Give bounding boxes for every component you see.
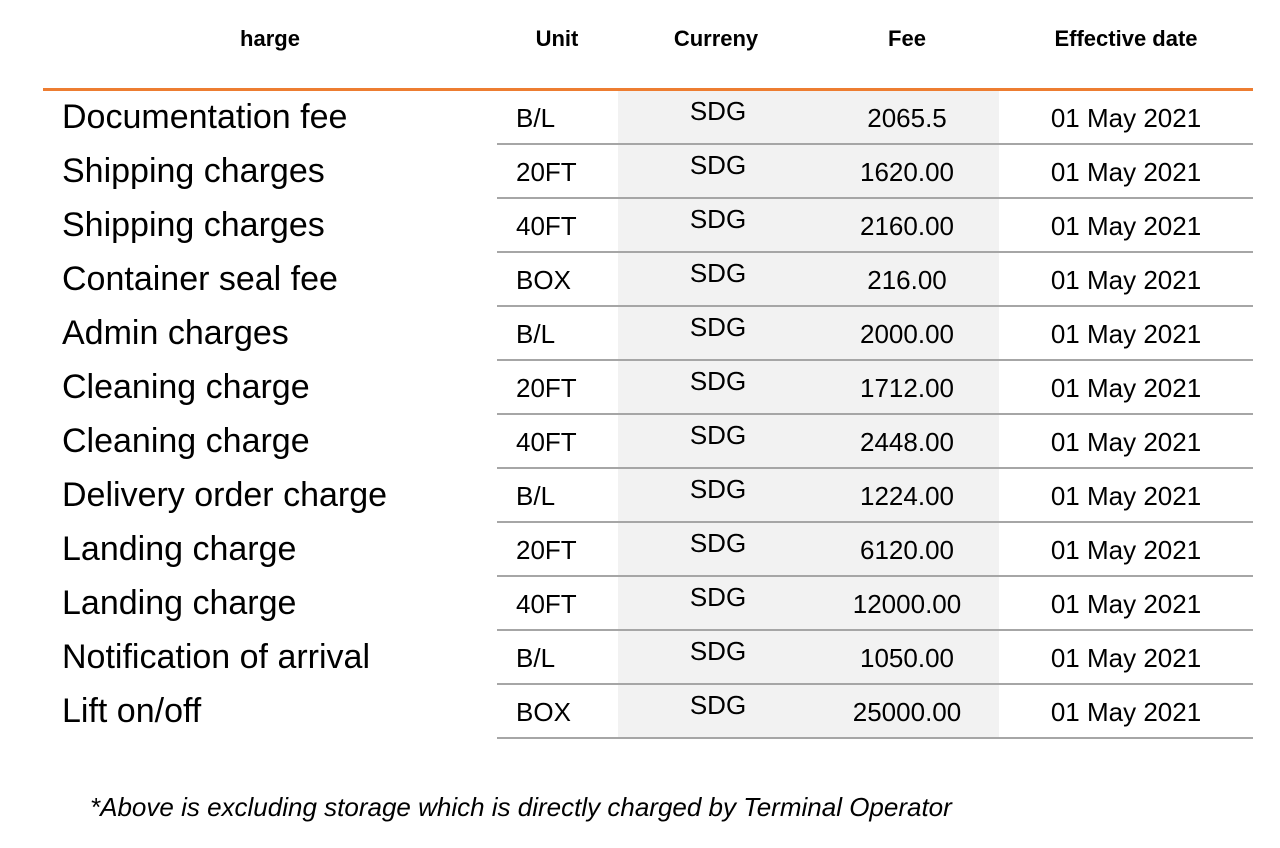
cell-effective-date: 01 May 2021 [1050,373,1202,403]
footnote: *Above is excluding storage which is directly charged by Terminal Operator [90,792,952,822]
cell-charge: Landing charge [62,584,297,622]
cell-unit: 20FT [516,535,577,565]
cell-unit: 40FT [516,427,577,457]
cell-charge: Documentation fee [62,98,348,136]
cell-effective-date: 01 May 2021 [1050,211,1202,241]
cell-currency: SDG [689,420,747,450]
table-row [0,145,1280,199]
cell-currency: SDG [689,150,747,180]
cell-unit: BOX [516,697,571,727]
cell-currency: SDG [689,474,747,504]
cell-currency: SDG [689,528,747,558]
column-header-effective-date: Effective date [1054,26,1198,51]
cell-currency: SDG [689,96,747,126]
cell-charge: Cleaning charge [62,422,310,460]
cell-fee: 1620.00 [860,157,954,187]
cell-charge: Shipping charges [62,206,325,244]
cell-unit: 20FT [516,157,577,187]
cell-fee: 2000.00 [860,319,954,349]
row-divider [497,737,1253,739]
table-row [0,631,1280,685]
cell-fee: 6120.00 [860,535,954,565]
cell-currency: SDG [689,204,747,234]
cell-fee: 1224.00 [860,481,954,511]
cell-unit: B/L [516,319,556,349]
column-header-charge: harge [240,26,300,51]
table-row [0,577,1280,631]
cell-unit: BOX [516,265,571,295]
cell-fee: 2160.00 [860,211,954,241]
cell-fee: 2065.5 [867,103,947,133]
cell-effective-date: 01 May 2021 [1050,103,1202,133]
table-row [0,307,1280,361]
cell-fee: 216.00 [867,265,947,295]
table-row [0,199,1280,253]
cell-fee: 1050.00 [860,643,954,673]
cell-currency: SDG [689,582,747,612]
cell-effective-date: 01 May 2021 [1050,535,1202,565]
table-row [0,685,1280,739]
column-header-unit: Unit [535,26,579,51]
column-header-currency: Curreny [673,26,759,51]
cell-currency: SDG [689,366,747,396]
cell-effective-date: 01 May 2021 [1050,157,1202,187]
cell-fee: 25000.00 [852,697,962,727]
cell-unit: B/L [516,481,556,511]
table-row [0,523,1280,577]
cell-currency: SDG [689,258,747,288]
table-row [0,361,1280,415]
table-row [0,91,1280,145]
cell-charge: Shipping charges [62,152,325,190]
cell-effective-date: 01 May 2021 [1050,427,1202,457]
column-header-fee: Fee [888,26,926,51]
cell-effective-date: 01 May 2021 [1050,319,1202,349]
cell-charge: Lift on/off [62,692,202,730]
cell-unit: B/L [516,643,556,673]
cell-charge: Container seal fee [62,260,338,298]
cell-unit: B/L [516,103,556,133]
cell-effective-date: 01 May 2021 [1050,265,1202,295]
cell-unit: 40FT [516,589,577,619]
cell-charge: Cleaning charge [62,368,310,406]
cell-fee: 1712.00 [860,373,954,403]
cell-unit: 20FT [516,373,577,403]
cell-effective-date: 01 May 2021 [1050,643,1202,673]
cell-currency: SDG [689,312,747,342]
cell-charge: Landing charge [62,530,297,568]
cell-unit: 40FT [516,211,577,241]
cell-fee: 12000.00 [852,589,962,619]
cell-charge: Delivery order charge [62,476,388,514]
cell-charge: Notification of arrival [62,638,371,676]
table-row [0,415,1280,469]
cell-currency: SDG [689,690,747,720]
cell-currency: SDG [689,636,747,666]
cell-effective-date: 01 May 2021 [1050,697,1202,727]
cell-effective-date: 01 May 2021 [1050,481,1202,511]
cell-fee: 2448.00 [860,427,954,457]
cell-charge: Admin charges [62,314,289,352]
fee-table-body [0,91,1280,739]
cell-effective-date: 01 May 2021 [1050,589,1202,619]
table-row [0,469,1280,523]
table-row [0,253,1280,307]
